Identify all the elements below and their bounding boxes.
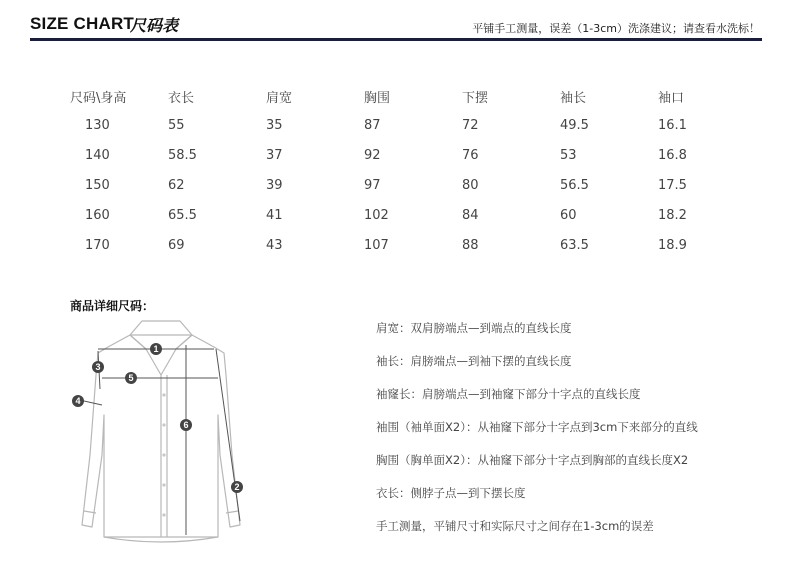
header-cell: 尺码\身高 (70, 90, 127, 106)
svg-text:4: 4 (75, 396, 81, 406)
table-cell: 76 (462, 147, 479, 163)
table-cell: 84 (462, 207, 479, 223)
svg-text:1: 1 (153, 344, 159, 354)
table-cell: 60 (560, 207, 577, 223)
table-cell: 41 (266, 207, 283, 223)
header (0, 0, 790, 46)
header-cell: 衣长 (168, 90, 195, 106)
header-divider (30, 38, 762, 41)
table-cell: 87 (364, 117, 381, 133)
table-row (70, 140, 756, 170)
table-cell: 140 (85, 147, 110, 163)
table-row (70, 230, 756, 260)
table-cell: 130 (85, 117, 110, 133)
note-sleeve-width: 袖围（袖单面X2）：从袖窿下部分十字点到3cm下来部分的直线 (376, 420, 698, 434)
header-cell: 袖口 (658, 90, 685, 106)
table-header-row (70, 82, 756, 110)
marker-1 (150, 343, 162, 355)
table-cell: 69 (168, 237, 185, 253)
note-chest: 胸围（胸单面X2）：从袖窿下部分十字点到胸部的直线长度X2 (376, 453, 689, 467)
table-row (70, 110, 756, 140)
size-table (70, 82, 756, 260)
marker-5 (125, 372, 137, 384)
note-armhole: 袖窿长：肩膀端点—到袖窿下部分十字点的直线长度 (376, 387, 641, 401)
note-shoulder: 肩宽：双肩膀端点—到端点的直线长度 (376, 321, 572, 335)
marker-2 (231, 481, 243, 493)
table-cell: 170 (85, 237, 110, 253)
table-cell: 88 (462, 237, 479, 253)
measurement-notes (376, 321, 776, 552)
table-cell: 160 (85, 207, 110, 223)
note-length: 衣长：侧脖子点—到下摆长度 (376, 486, 526, 500)
table-cell: 49.5 (560, 117, 589, 133)
table-cell: 16.8 (658, 147, 687, 163)
svg-text:2: 2 (234, 482, 240, 492)
table-cell: 16.1 (658, 117, 687, 133)
table-cell: 102 (364, 207, 389, 223)
table-cell: 56.5 (560, 177, 589, 193)
table-cell: 53 (560, 147, 577, 163)
table-cell: 63.5 (560, 237, 589, 253)
table-cell: 107 (364, 237, 389, 253)
table-row (70, 200, 756, 230)
table-row (70, 170, 756, 200)
table-cell: 17.5 (658, 177, 687, 193)
header-cell: 胸围 (364, 90, 391, 106)
table-cell: 150 (85, 177, 110, 193)
note-sleeve-length: 袖长：肩膀端点—到袖下摆的直线长度 (376, 354, 572, 368)
detail-title: 商品详细尺码： (70, 299, 155, 313)
table-cell: 80 (462, 177, 479, 193)
table-cell: 72 (462, 117, 479, 133)
shirt-diagram (70, 315, 270, 565)
note-tolerance: 手工测量，平铺尺寸和实际尺寸之间存在1-3cm的误差 (376, 519, 654, 533)
marker-3 (92, 361, 104, 373)
table-cell: 35 (266, 117, 283, 133)
svg-text:6: 6 (183, 420, 189, 430)
marker-4 (72, 395, 84, 407)
header-cell: 肩宽 (266, 90, 293, 106)
svg-text:5: 5 (128, 373, 134, 383)
table-cell: 92 (364, 147, 381, 163)
title-en: SIZE CHART (30, 14, 134, 33)
header-cell: 下摆 (462, 90, 489, 106)
header-note: 平铺手工测量，误差（1-3cm）洗涤建议；请查看水洗标！ (472, 22, 760, 35)
table-cell: 39 (266, 177, 283, 193)
marker-6 (180, 419, 192, 431)
title-cn: 尺码表 (130, 16, 179, 35)
table-cell: 18.9 (658, 237, 687, 253)
table-cell: 43 (266, 237, 283, 253)
table-cell: 62 (168, 177, 185, 193)
table-cell: 58.5 (168, 147, 197, 163)
svg-text:3: 3 (95, 362, 101, 372)
table-cell: 55 (168, 117, 185, 133)
table-cell: 18.2 (658, 207, 687, 223)
table-cell: 97 (364, 177, 381, 193)
table-cell: 37 (266, 147, 283, 163)
table-cell: 65.5 (168, 207, 197, 223)
header-cell: 袖长 (560, 90, 587, 106)
